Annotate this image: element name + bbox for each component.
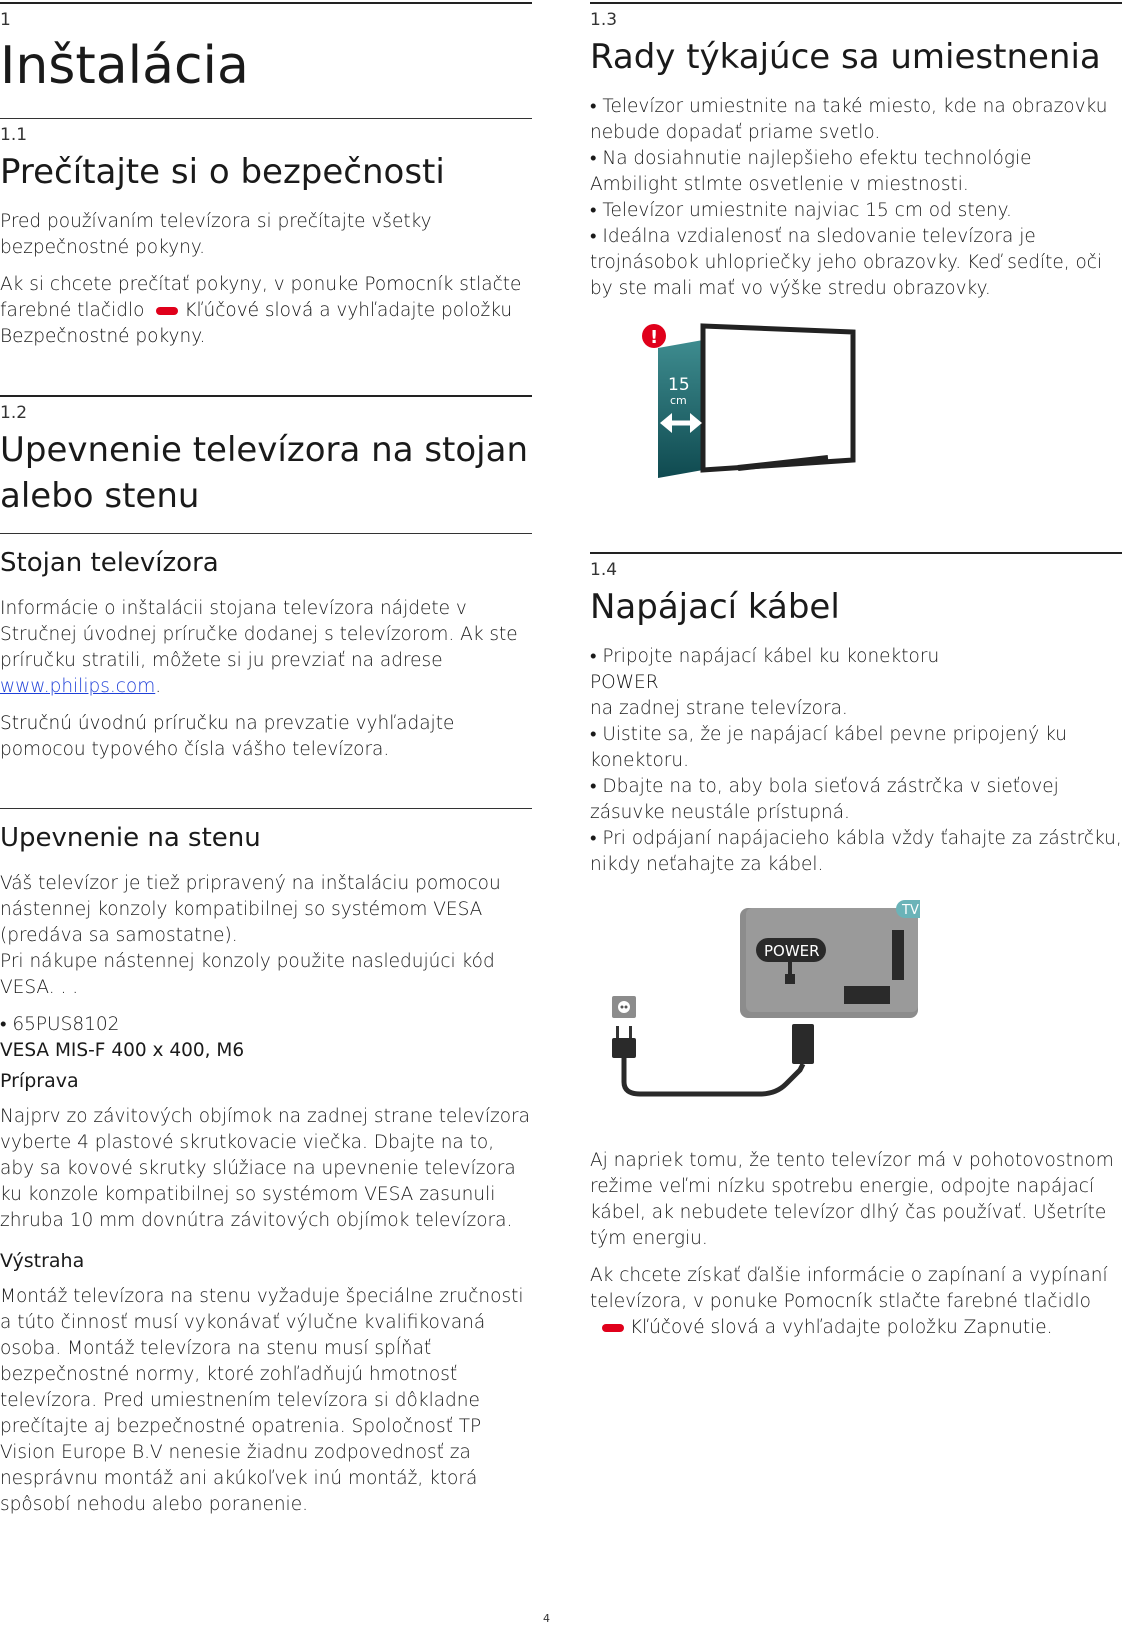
prep-title: Príprava xyxy=(0,1070,79,1092)
standby-advice: Aj napriek tomu, že tento televízor má v pohotovostnom režime veľmi nízku spotrebu energie, odpojte napájací kábel, ak nebudete televízor dlhý čas používať. Ušetríte tým energiu. xyxy=(590,1150,1114,1249)
svg-text:!: ! xyxy=(650,327,659,348)
power-step-1: • Pripojte napájací kábel ku konektoru POWER na zadnej strane televízora. xyxy=(590,644,1122,722)
power-step-3: • Dbajte na to, aby bola sieťová zástrčka v sieťovej zásuvke neustále prístupná. xyxy=(590,776,1059,823)
wall-distance-figure xyxy=(628,320,928,490)
power-step-4: • Pri odpájaní napájacieho kábla vždy ťahajte za zástrčku, nikdy neťahajte za kábel. xyxy=(590,828,1122,875)
model-vesa xyxy=(0,1012,532,1064)
section-1-1 xyxy=(0,118,532,395)
red-key-icon xyxy=(156,307,178,315)
tip-4: • Ideálna vzdialenosť na sledovanie televízora je trojnásobok uhlopriečky jeho obrazovky. Keď sedíte, oči by ste mali mať vo výške stredu obrazovky. xyxy=(590,226,1103,299)
stand-info: Informácie o inštalácii stojana televízora nájdete v Stručnej úvodnej príručke dodanej s televízorom. Ak ste príručku stratili, môžete si ju prevziať na adrese www.philips.com. xyxy=(0,598,518,697)
wall-info: Váš televízor je tiež pripravený na inštaláciu pomocou nástennej konzoly kompatibilnej so systémom VESA (predáva sa samostatne). xyxy=(0,873,501,946)
section-number: 1.4 xyxy=(590,560,618,580)
svg-text:TV: TV xyxy=(902,903,919,918)
distance-value: 15 xyxy=(668,375,690,395)
wall-socket-icon xyxy=(612,996,636,1018)
keyword-help: Pomocník xyxy=(364,274,454,295)
section-title: Rady týkajúce sa umiestnenia xyxy=(590,37,1101,77)
safety-intro: Pred používaním televízora si prečítajte všetky bezpečnostné pokyny. xyxy=(0,211,432,258)
distance-unit: cm xyxy=(670,394,687,407)
stand-guide: Stručnú úvodnú príručku na prevzatie vyhľadajte pomocou typového čísla vášho televízora. xyxy=(0,713,455,760)
section-number: 1.3 xyxy=(590,10,618,30)
left-column xyxy=(0,0,532,1529)
section-title: Napájací kábel xyxy=(590,587,840,627)
keyword-keywords: Kľúčové slová xyxy=(630,1317,759,1338)
section-1-2 xyxy=(0,395,532,1518)
philips-link[interactable]: www.philips.com xyxy=(0,676,156,697)
wall-subsection xyxy=(0,808,532,1518)
safety-instructions: Ak si chcete prečítať pokyny, v ponuke Pomocník stlačte farebné tlačidlo Kľúčové slová a vyhľadajte položku Bezpečnostné pokyny. xyxy=(0,274,522,347)
wall-vesa-info: Pri nákupe nástennej konzoly použite nasledujúci kód VESA. . . xyxy=(0,951,495,998)
chapter-title: Inštalácia xyxy=(0,36,249,96)
stand-subsection xyxy=(0,533,532,808)
keyword-power: POWER xyxy=(590,672,659,693)
prep-text: Najprv zo závitových objímok na zadnej strane televízora vyberte 4 plastové skrutkovacie viečka. Dbajte na to, aby sa kovové skrutky slúžiace na upevnenie televízora ku konzole kompatibilnej so systémom VESA zasunuli zhruba 10 mm dovnútra závitových objímok televízora. xyxy=(0,1106,530,1231)
power-cable-instructions xyxy=(590,644,1122,878)
tip-3: • Televízor umiestnite najviac 15 cm od steny. xyxy=(590,200,1012,221)
power-cable-figure xyxy=(600,900,920,1120)
section-1-4 xyxy=(590,552,1122,1341)
section-1 xyxy=(0,2,532,96)
tv-badge xyxy=(896,900,920,918)
placement-tips xyxy=(590,94,1122,302)
section-number: 1 xyxy=(0,10,11,30)
subsection-title: Upevnenie na stenu xyxy=(0,823,261,853)
warning-icon xyxy=(642,324,666,348)
svg-text:POWER: POWER xyxy=(764,942,820,960)
section-number: 1.1 xyxy=(0,125,28,145)
section-title: Prečítajte si o bezpečnosti xyxy=(0,152,445,192)
vesa-code: VESA MIS-F 400 x 400, M6 xyxy=(0,1040,245,1061)
section-title: Upevnenie televízora na stojan alebo stenu xyxy=(0,430,529,516)
right-column xyxy=(590,0,1122,1352)
warning-title: Výstraha xyxy=(0,1250,85,1272)
page-number: 4 xyxy=(543,1612,550,1625)
warning-text: Montáž televízora na stenu vyžaduje špeciálne zručnosti a túto činnosť musí vykonávať výlučne kvalifikovaná osoba. Montáž televízora na stenu musí spĺňať bezpečnostné normy, ktoré zohľadňujú hmotnosť televízora. Pred umiestnením televízora si dôkladne prečítajte aj bezpečnostné opatrenia. Spoločnosť TP Vision Europe B.V nenesie žiadnu zodpovednosť za nesprávnu montáž ani akúkoľvek inú montáž, ktorá spôsobí nehodu alebo poranenie. xyxy=(0,1286,524,1515)
keyword-keywords: Kľúčové slová xyxy=(184,300,314,321)
power-step-2: • Uistite sa, že je napájací kábel pevne pripojený ku konektoru. xyxy=(590,724,1067,771)
section-1-3 xyxy=(590,2,1122,552)
power-help: Ak chcete získať ďalšie informácie o zapínaní a vypínaní televízora, v ponuke Pomocník stlačte farebné tlačidloKľúčové slová a vyhľadajte položku Zapnutie. xyxy=(590,1265,1108,1338)
keyword-switch-on: Zapnutie xyxy=(963,1317,1047,1338)
keyword-help: Pomocník xyxy=(783,1291,873,1312)
red-key-icon xyxy=(602,1324,624,1332)
tip-1: • Televízor umiestnite na také miesto, kde na obrazovku nebude dopadať priame svetlo. xyxy=(590,96,1108,143)
keyword-quick-guide: Stručnú úvodnú príručku xyxy=(0,713,229,734)
subsection-title: Stojan televízora xyxy=(0,548,219,578)
section-number: 1.2 xyxy=(0,403,28,423)
model-number: • 65PUS8102 xyxy=(0,1014,120,1035)
power-label xyxy=(756,938,826,962)
keyword-safety: Bezpečnostné pokyny xyxy=(0,326,200,347)
tip-2: • Na dosiahnutie najlepšieho efektu technológie Ambilight stlmte osvetlenie v miestnosti. xyxy=(590,148,1032,195)
